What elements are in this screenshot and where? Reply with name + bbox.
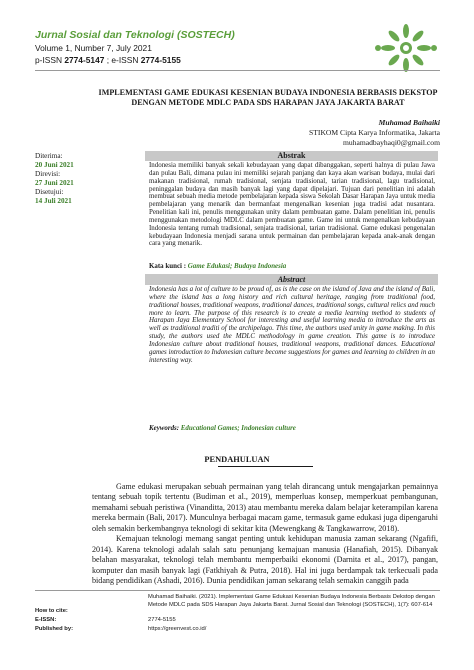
paragraph: Game edukasi merupakan sebuah permainan yang telah dirancang untuk mengajarkan pemainnya tentang sebuah topik tertentu (Budiman et al., 2019), memperluas konsep, memperkuat pembangunan, memahami sebuah peristiwa (Vinanditta, 2013) atau membantu mereka dalam belajar keterampilan karena mereka bermain (Bali, 2017). Munculnya berbagai macam game, termasuk game edukasi juga dipengaruhi oleh semakin berkembangnya teknologi di sekitar kita (Mewengkang & Tangkawarrow, 2018).	[92, 482, 438, 533]
accepted-date: 14 Juli 2021	[35, 197, 72, 205]
kata-kunci-value: Game Edukasi; Budaya Indonesia	[187, 262, 287, 270]
article-title: IMPLEMENTASI GAME EDUKASI KESENIAN BUDAYA INDONESIA BERBASIS DEKSTOP DENGAN METODE MDLC PADA SDS HARAPAN JAYA JAKARTA BARAT	[98, 88, 438, 108]
footer-rule	[35, 590, 440, 591]
author-email[interactable]: muhamadbayhaqi0@gmail.com	[342, 138, 440, 147]
issn-prefix: p-ISSN	[35, 55, 65, 65]
keywords-value: Educational Games; Indonesian culture	[180, 424, 296, 432]
abstrak-body: Indonesia memiliki banyak sekali kebudayaan yang dapat dibanggakan, seperti halnya di pulau Jawa dan pulau Bali, dimana pulau ini memiliki sejarah panjang dan kaya akan warisan budaya, mulai dari makanan tradisional, rumah tradisional, senjata tradisional, tarian tradisional, lagu tradisional, peninggalan budaya dan masih banyak lagi yang dapat dipelajari. Tujuan dari penelitian ini adalah membuat sebuah media metode pembelajaran kepada siswa Sekolah Dasar Harapan Jaya untuk media pembelajaran yang menarik dan bermanfaat mengenalkan kesenian juga tradisi adat nusantara. Penelitian kali ini, penulis menggunakan unity dalam pembuatan game. Dalam penelitian ini, penulis menggunakan metodologi MDLC dalam pembuatan game. Game ini untuk mengenalkan kebudayaan Indonesia tentang rumah tradisional, senjata tradisional, tarian tradisional. Game edukasi pengenalan kebudayaan Indonesia menjadi sarana untuk permainan dan pembelajaran kepada anak-anak dengan cara yang menarik.	[149, 161, 435, 248]
issn-mid: ; e-ISSN	[104, 55, 141, 65]
revised-date: 27 Juni 2021	[35, 179, 74, 187]
abstract-keywords	[149, 424, 435, 432]
journal-title: Jurnal Sosial dan Teknologi (SOSTECH)	[35, 29, 235, 41]
journal-issn	[35, 55, 181, 65]
pissn-value: 2774-5147	[64, 55, 105, 65]
accepted-label: Disetujui:	[35, 188, 64, 196]
paragraph: Kemajuan teknologi memang sangat penting untuk kehidupan manusia zaman sekarang (Ngafifi, 2014). Karena teknologi adalah salah satu penunjang kemajuan manusia (Hanafiah, 2015). Dibanyak belahan masyarakat, teknologi telah membantu memperbaiki ekonomi (Darnita et al., 2017), pangan, komputer dan masih banyak lagi (Fatkhiyah & Putra, 2018). Hal ini juga berdampak tak terkecuali pada bidang pendidikan (Ashadi, 2016). Dunia pendidikan jaman sekarang telah semakin canggih pada	[92, 534, 438, 586]
section-heading-underline	[218, 466, 313, 467]
abstrak-keywords	[149, 262, 435, 270]
abstract-heading: Abstract	[145, 274, 438, 285]
section-heading: PENDAHULUAN	[204, 455, 270, 464]
received-date: 20 Juni 2021	[35, 161, 74, 169]
eissn-footer-value: 2774-5155	[148, 617, 176, 623]
keywords-label: Keywords:	[149, 424, 180, 432]
abstract-body: Indonesia has a lot of culture to be proud of, as is the case on the island of Java and the island of Bali, where the island has a long history and rich cultural heritage, ranging from traditional food, traditional houses, traditional weapons, traditional dances, traditional songs, cultural relics and much more to learn. The purpose of this research is to create a media learning method to students of Harapan Jaya Elementary School for interesting and useful learning media to introduce the arts as well as traditional traditi of the archipelago. This time, the authors used unity in game making. In this study, the authors used the MDLC methodology in game creation. This game is to introduce Indonesian culture about traditional houses, traditional weapons, traditional dances. Educational games introduction to Indonesian culture become suggestions for games and learning to children in an interesting way.	[149, 285, 435, 364]
journal-volume: Volume 1, Number 7, July 2021	[35, 43, 152, 53]
eissn-value: 2774-5155	[140, 55, 181, 65]
section-body	[92, 482, 438, 587]
journal-logo-icon	[366, 23, 446, 73]
author-affiliation: STIKOM Cipta Karya Informatika, Jakarta	[309, 128, 440, 137]
received-label: Diterima:	[35, 152, 63, 160]
header-rule	[35, 70, 440, 71]
publisher-label: Published by:	[35, 626, 74, 632]
cite-label: How to cite:	[35, 608, 68, 614]
eissn-label: E-ISSN:	[35, 617, 57, 623]
kata-kunci-label: Kata kunci :	[149, 262, 187, 270]
author-name: Muhamad Baihaiki	[378, 118, 440, 127]
abstrak-heading: Abstrak	[145, 151, 438, 161]
publisher-link[interactable]: https://greenvest.co.id/	[148, 626, 207, 632]
revised-label: Direvisi:	[35, 170, 61, 178]
cite-text: Muhamad Baihaiki. (2021). Implementasi Game Edukasi Kesenian Budaya Indonesia Berbasis Dekstop dengan Metode MDLC pada SDS Harapan Jaya Jakarta Barat. Jurnal Sosial dan Teknologi (SOSTECH), 1(7): 607-614	[148, 594, 435, 608]
